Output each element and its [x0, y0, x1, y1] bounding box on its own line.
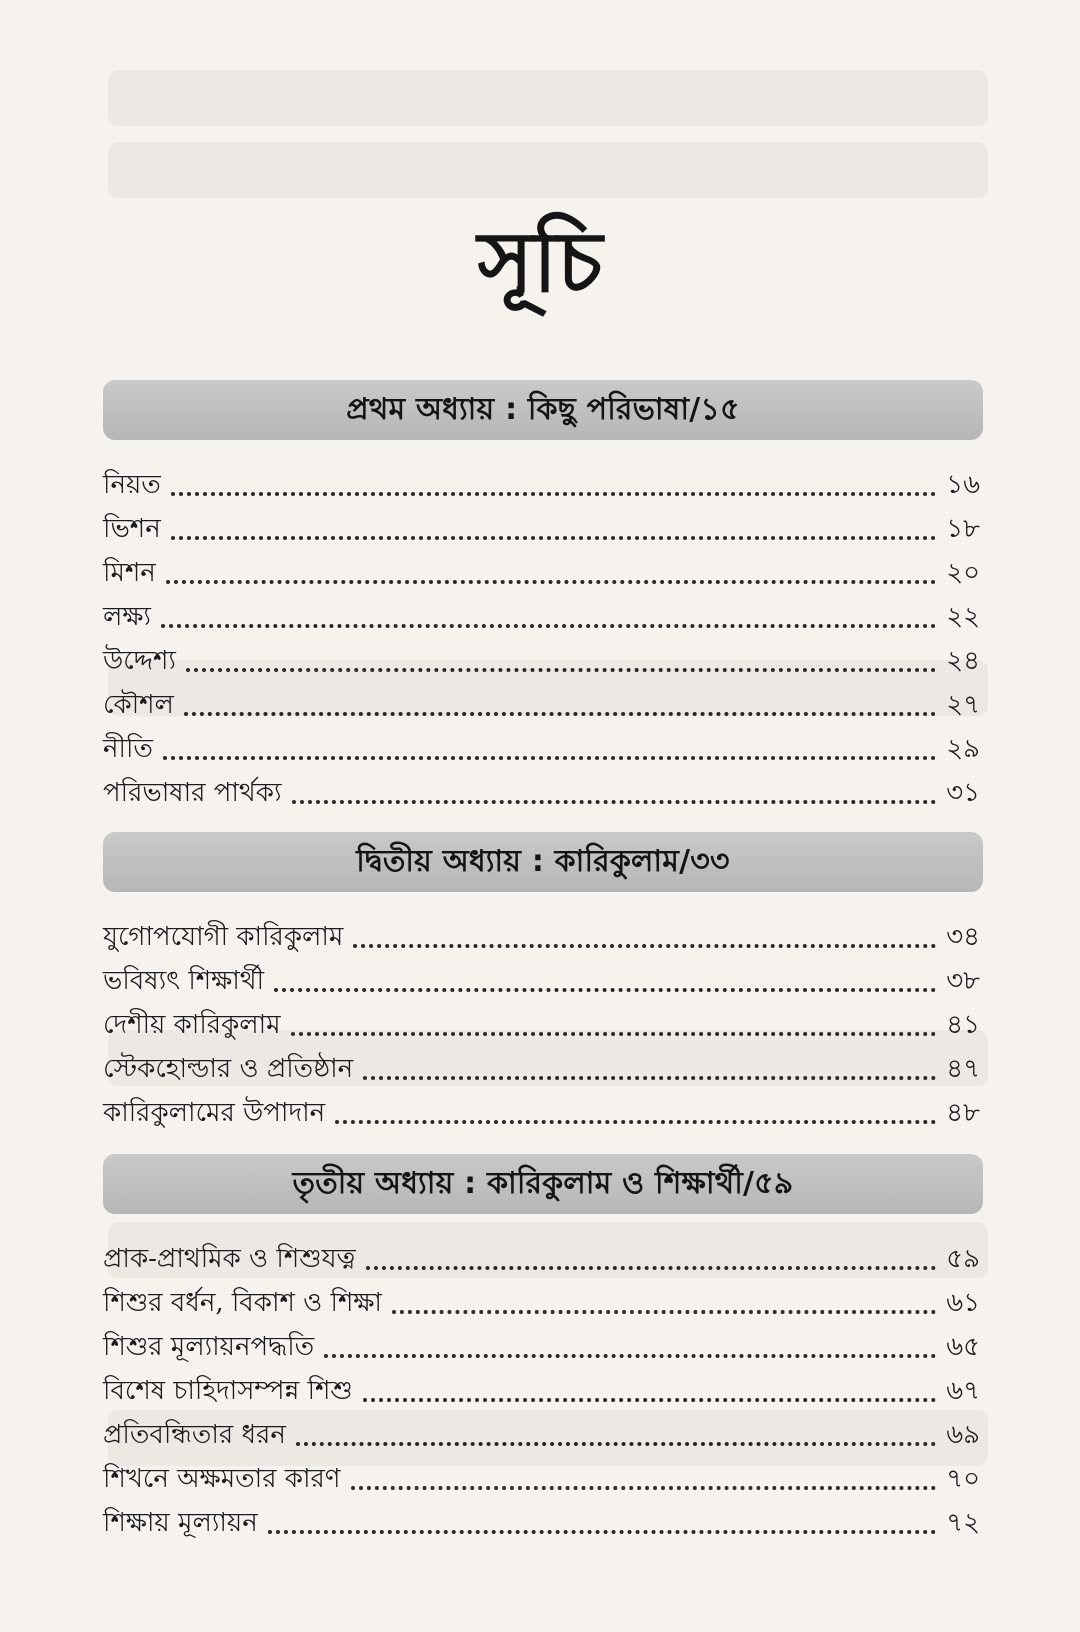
entry-label: প্রতিবন্ধিতার ধরন — [103, 1420, 286, 1450]
entry-page-number: ৪৮ — [946, 1098, 980, 1128]
toc-entry[interactable] — [103, 502, 980, 546]
entry-label: শিখনে অক্ষমতার কারণ — [103, 1464, 341, 1494]
dot-leader — [324, 1320, 936, 1358]
dot-leader — [392, 1276, 936, 1314]
entry-page-number: ২৭ — [946, 690, 980, 720]
entry-label: বিশেষ চাহিদাসম্পন্ন শিশু — [103, 1376, 353, 1406]
entry-label: পরিভাষার পার্থক্য — [103, 778, 282, 808]
dot-leader — [363, 1042, 936, 1080]
show-through-bar — [108, 142, 988, 198]
toc-entry[interactable] — [103, 910, 980, 954]
entry-page-number: ৬৫ — [946, 1332, 980, 1362]
entry-page-number: ১৮ — [946, 514, 980, 544]
dot-leader — [292, 766, 937, 804]
entry-label: মিশন — [103, 558, 156, 588]
chapter-heading-1: প্রথম অধ্যায় : কিছু পরিভাষা/১৫ — [103, 380, 983, 440]
toc-entry[interactable] — [103, 1042, 980, 1086]
entry-page-number: ৬৯ — [946, 1420, 980, 1450]
toc-entry[interactable] — [103, 1408, 980, 1452]
entry-page-number: ৩৮ — [946, 966, 980, 996]
entry-page-number: ৪৭ — [946, 1054, 980, 1084]
toc-entry[interactable] — [103, 1364, 980, 1408]
show-through-bar — [108, 70, 988, 126]
toc-entry[interactable] — [103, 1496, 980, 1540]
entry-page-number: ৬৭ — [946, 1376, 980, 1406]
dot-leader — [353, 910, 936, 948]
entry-label: নিয়ত — [103, 470, 161, 500]
entry-page-number: ২৪ — [946, 646, 980, 676]
dot-leader — [171, 458, 936, 496]
toc-entry[interactable] — [103, 954, 980, 998]
page-title: সূচি — [477, 213, 603, 311]
toc-entry[interactable] — [103, 1320, 980, 1364]
entry-page-number: ২২ — [946, 602, 980, 632]
dot-leader — [268, 1496, 936, 1534]
toc-entry[interactable] — [103, 1276, 980, 1320]
dot-leader — [335, 1086, 936, 1124]
entry-label: লক্ষ্য — [103, 602, 151, 632]
entry-label: স্টেকহোল্ডার ও প্রতিষ্ঠান — [103, 1054, 354, 1084]
entry-label: উদ্দেশ্য — [103, 646, 176, 676]
entry-label: শিশুর বর্ধন, বিকাশ ও শিক্ষা — [103, 1288, 382, 1318]
entry-label: কৌশল — [103, 690, 174, 720]
entry-label: শিক্ষায় মূল্যায়ন — [103, 1508, 258, 1538]
entry-page-number: ২৯ — [946, 734, 980, 764]
entry-page-number: ৭২ — [946, 1508, 980, 1538]
chapter-heading-2: দ্বিতীয় অধ্যায় : কারিকুলাম/৩৩ — [103, 832, 983, 892]
toc-entry[interactable] — [103, 458, 980, 502]
dot-leader — [351, 1452, 936, 1490]
dot-leader — [166, 546, 936, 584]
entry-label: ভবিষ্যৎ শিক্ষার্থী — [103, 966, 265, 996]
toc-entry[interactable] — [103, 678, 980, 722]
entry-page-number: ৩১ — [946, 778, 980, 808]
toc-entry[interactable] — [103, 546, 980, 590]
entry-page-number: ৭০ — [946, 1464, 980, 1494]
entry-page-number: ৪১ — [946, 1010, 980, 1040]
toc-entry[interactable] — [103, 590, 980, 634]
entry-page-number: ৩৪ — [946, 922, 980, 952]
entry-label: কারিকুলামের উপাদান — [103, 1098, 326, 1128]
entry-label: নীতি — [103, 734, 153, 764]
toc-entry[interactable] — [103, 722, 980, 766]
dot-leader — [186, 634, 936, 672]
entry-label: প্রাক-প্রাথমিক ও শিশুযত্ন — [103, 1244, 356, 1274]
dot-leader — [163, 722, 936, 760]
entry-page-number: ১৬ — [946, 470, 980, 500]
dot-leader — [171, 502, 936, 540]
toc-entry[interactable] — [103, 998, 980, 1042]
dot-leader — [291, 998, 936, 1036]
dot-leader — [184, 678, 936, 716]
entry-page-number: ৫৯ — [946, 1244, 980, 1274]
entry-page-number: ২০ — [946, 558, 980, 588]
dot-leader — [363, 1364, 936, 1402]
entry-label: দেশীয় কারিকুলাম — [103, 1010, 281, 1040]
toc-entry[interactable] — [103, 1452, 980, 1496]
dot-leader — [161, 590, 936, 628]
toc-entry[interactable] — [103, 1086, 980, 1130]
toc-entry[interactable] — [103, 634, 980, 678]
dot-leader — [274, 954, 936, 992]
entry-label: যুগোপযোগী কারিকুলাম — [103, 922, 344, 952]
entry-page-number: ৬১ — [946, 1288, 980, 1318]
toc-entry[interactable] — [103, 1232, 980, 1276]
toc-entry[interactable] — [103, 766, 980, 810]
chapter-heading-3: তৃতীয় অধ্যায় : কারিকুলাম ও শিক্ষার্থী/৫৯ — [103, 1154, 983, 1214]
dot-leader — [366, 1232, 936, 1270]
entry-label: শিশুর মূল্যায়নপদ্ধতি — [103, 1332, 315, 1362]
entry-label: ভিশন — [103, 514, 161, 544]
dot-leader — [296, 1408, 936, 1446]
